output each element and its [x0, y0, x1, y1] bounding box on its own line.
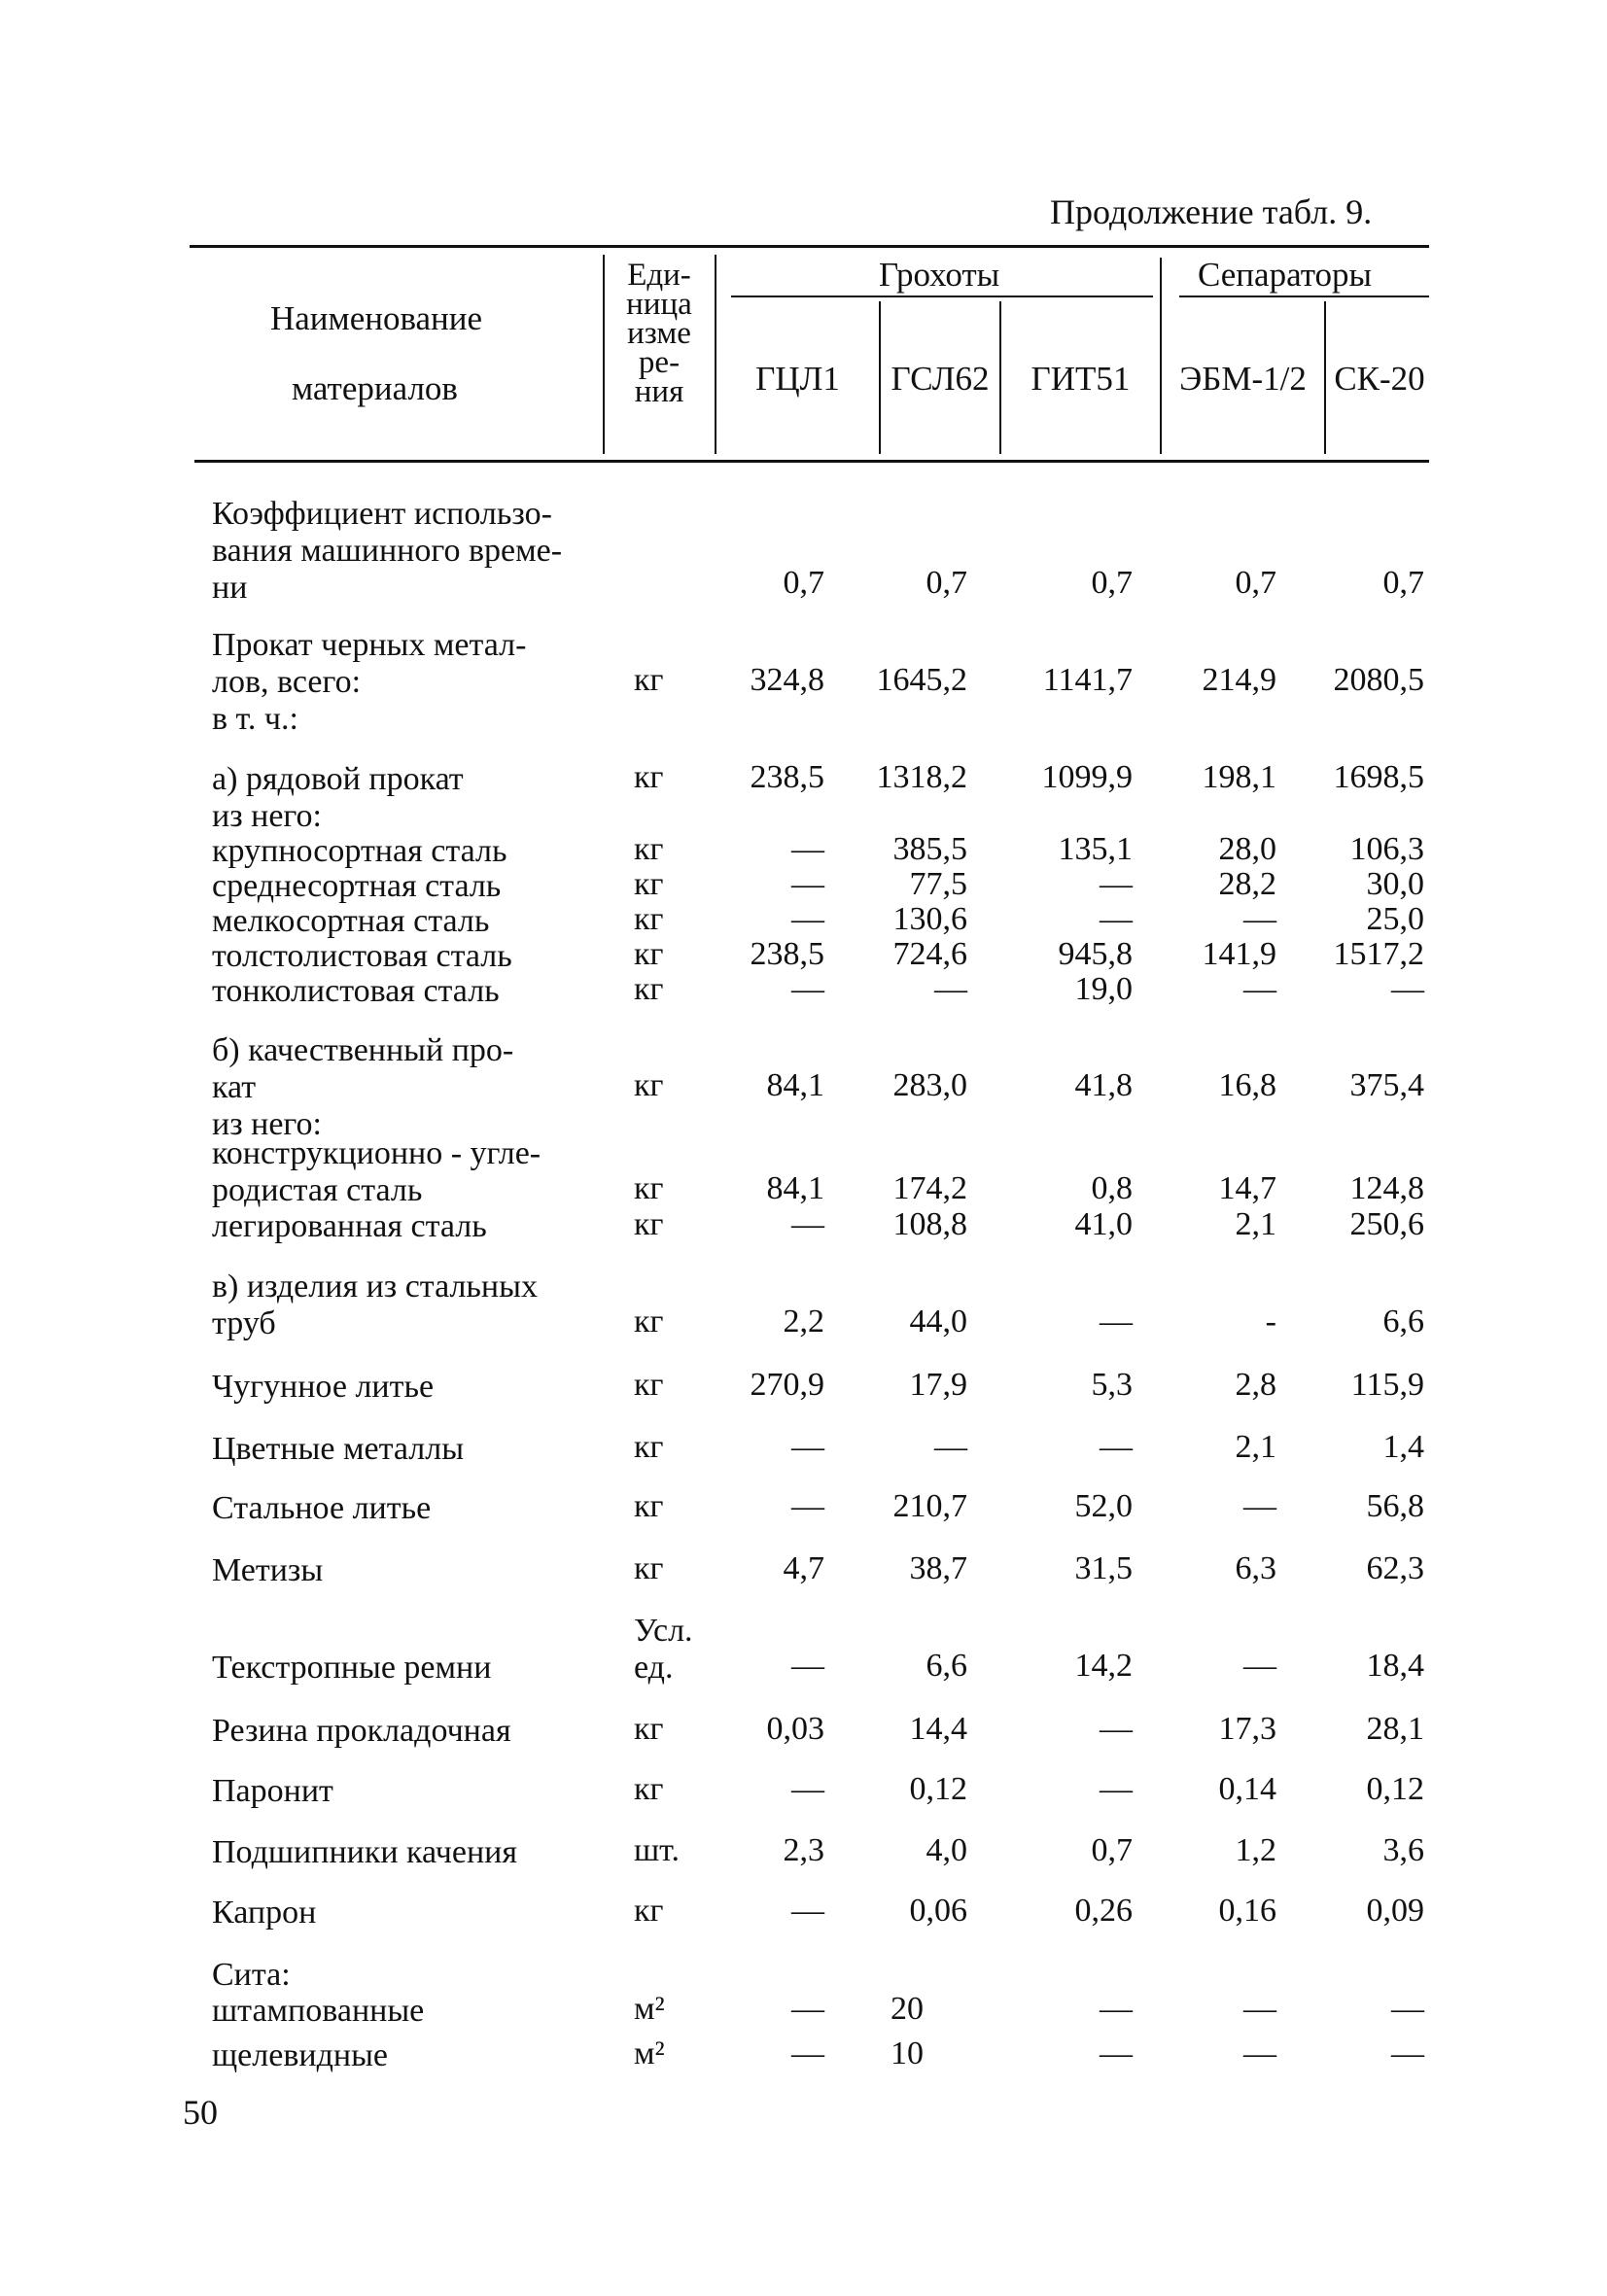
row-value: 84,1 — [766, 1170, 824, 1206]
row-value: 38,7 — [909, 1550, 967, 1586]
header-divider-groups — [1160, 258, 1162, 454]
row-value: — — [791, 2035, 824, 2071]
row-value: 2,8 — [1235, 1367, 1276, 1403]
row-value: 0,7 — [926, 565, 967, 601]
row-name: штампованные — [212, 1993, 425, 2029]
row-value: 214,9 — [1202, 662, 1276, 698]
row-value: — — [791, 866, 824, 902]
row-value: 1099,9 — [1041, 759, 1133, 795]
row-value: 0,7 — [783, 565, 824, 601]
row-value: — — [934, 1429, 967, 1465]
row-value: 1141,7 — [1042, 662, 1133, 698]
row-value: 14,4 — [909, 1711, 967, 1747]
row-value: — — [791, 1771, 824, 1807]
row-value: 124,8 — [1349, 1170, 1424, 1206]
header-name-line2: материалов — [292, 369, 458, 407]
row-value: 2,3 — [783, 1832, 824, 1868]
row-value: — — [1100, 1304, 1133, 1339]
row-value: — — [791, 1429, 824, 1465]
row-name: в) изделия из стальных труб — [212, 1269, 538, 1341]
row-value: 5,3 — [1091, 1367, 1133, 1403]
row-name: Сита: — [212, 1957, 291, 1993]
row-value: 1698,5 — [1333, 759, 1424, 795]
row-value: 56,8 — [1366, 1488, 1424, 1524]
row-value: 1517,2 — [1333, 936, 1424, 972]
row-value: — — [791, 1648, 824, 1684]
row-unit: кг — [634, 662, 664, 698]
row-name: щелевидные — [212, 2037, 389, 2073]
row-value: 0,7 — [1235, 565, 1276, 601]
row-value: 724,6 — [892, 936, 967, 972]
row-unit: кг — [634, 1893, 664, 1929]
row-name: тонколистовая сталь — [212, 973, 500, 1009]
row-value: 945,8 — [1058, 936, 1133, 972]
row-value: — — [1100, 1711, 1133, 1747]
row-name: Подшипники качения — [212, 1834, 518, 1870]
row-value: 2080,5 — [1333, 662, 1424, 698]
row-unit: кг — [634, 1771, 664, 1807]
row-name: Цветные металлы — [212, 1431, 465, 1467]
row-value: 174,2 — [892, 1170, 967, 1206]
row-value: — — [791, 1206, 824, 1242]
row-value: 16,8 — [1218, 1067, 1276, 1103]
row-value: 3,6 — [1382, 1832, 1424, 1868]
row-name: Стальное литье — [212, 1490, 432, 1526]
row-value: 135,1 — [1058, 831, 1133, 867]
row-value: 20 — [891, 1991, 924, 2027]
row-value: 115,9 — [1350, 1367, 1424, 1403]
row-name: конструкционно - угле- родистая сталь — [212, 1135, 541, 1208]
row-unit: кг — [634, 1170, 664, 1206]
row-value: 238,5 — [750, 936, 824, 972]
header-unit — [605, 258, 714, 409]
row-value: 84,1 — [766, 1067, 824, 1103]
row-value: 385,5 — [892, 831, 967, 867]
row-unit: кг — [634, 1488, 664, 1524]
row-value: 18,4 — [1366, 1648, 1424, 1684]
column-header-ebm: ЭБМ-1/2 — [1179, 360, 1307, 398]
row-value: 17,3 — [1218, 1711, 1276, 1747]
row-value: 1,4 — [1382, 1429, 1424, 1465]
row-value: — — [791, 901, 824, 937]
row-value: — — [1100, 1991, 1133, 2027]
row-value: 6,6 — [926, 1648, 967, 1684]
row-value: — — [1243, 1488, 1276, 1524]
row-value: — — [1243, 971, 1276, 1007]
row-value: 17,9 — [909, 1367, 967, 1403]
row-unit: кг — [634, 971, 664, 1007]
row-value: 4,0 — [926, 1832, 967, 1868]
row-unit: шт. — [634, 1832, 680, 1868]
row-unit: кг — [634, 831, 664, 867]
row-value: 141,9 — [1202, 936, 1276, 972]
row-value: — — [791, 1893, 824, 1929]
row-value: 30,0 — [1366, 866, 1424, 902]
row-value: 41,0 — [1074, 1206, 1133, 1242]
row-value: 270,9 — [750, 1367, 824, 1403]
row-unit: Усл. ед. — [634, 1613, 693, 1686]
row-value: — — [1243, 1648, 1276, 1684]
row-value: 28,2 — [1218, 866, 1276, 902]
row-value: 0,06 — [909, 1893, 967, 1929]
header-group-grokhoty: Грохоты — [879, 256, 1000, 294]
row-value: 28,1 — [1366, 1711, 1424, 1747]
row-value: 283,0 — [892, 1067, 967, 1103]
row-value: 1318,2 — [876, 759, 967, 795]
row-unit: кг — [634, 901, 664, 937]
header-name-line1: Наименование — [270, 299, 483, 337]
row-unit: м² — [634, 1991, 665, 2027]
row-name: среднесортная сталь — [212, 868, 502, 904]
row-value: — — [1100, 1771, 1133, 1807]
row-value: — — [791, 1991, 824, 2027]
row-unit: кг — [634, 1067, 664, 1103]
separatory-group-rule — [1179, 296, 1429, 297]
row-name: а) рядовой прокат из него: — [212, 761, 464, 834]
row-name: Метизы — [212, 1552, 324, 1588]
row-value: — — [1391, 2035, 1424, 2071]
row-value: 324,8 — [750, 662, 824, 698]
row-value: 0,7 — [1091, 1832, 1133, 1868]
row-name: толстолистовая сталь — [212, 938, 512, 974]
row-value: 0,16 — [1218, 1893, 1276, 1929]
header-unit-line: изме — [627, 316, 691, 351]
row-value: 0,26 — [1074, 1893, 1133, 1929]
row-value: — — [1100, 901, 1133, 937]
header-divider-unit-group — [715, 255, 716, 454]
row-unit: м² — [634, 2035, 665, 2071]
row-value: 198,1 — [1202, 759, 1276, 795]
table-caption: Продолжение табл. 9. — [1050, 192, 1373, 231]
column-header-git51: ГИТ51 — [1031, 360, 1131, 398]
row-value: — — [1100, 1429, 1133, 1465]
row-value: 0,09 — [1366, 1893, 1424, 1929]
row-value: 31,5 — [1074, 1550, 1133, 1586]
row-value: 44,0 — [909, 1304, 967, 1339]
grokhoty-group-rule — [731, 296, 1153, 297]
row-value: 210,7 — [892, 1488, 967, 1524]
column-header-gsl62: ГСЛ62 — [891, 360, 990, 398]
row-unit: кг — [634, 759, 664, 795]
row-value: 250,6 — [1349, 1206, 1424, 1242]
row-value: 2,2 — [783, 1304, 824, 1339]
row-value: 130,6 — [892, 901, 967, 937]
row-value: — — [1243, 2035, 1276, 2071]
row-name: мелкосортная сталь — [212, 903, 490, 939]
row-value: 2,1 — [1235, 1429, 1276, 1465]
row-name: крупносортная сталь — [212, 833, 507, 869]
row-value: 2,1 — [1235, 1206, 1276, 1242]
row-name: Чугунное литье — [212, 1369, 435, 1405]
row-value: — — [934, 971, 967, 1007]
row-name: Резина прокладочная — [212, 1713, 511, 1749]
row-unit: кг — [634, 1429, 664, 1465]
row-value: — — [791, 1488, 824, 1524]
column-header-gcl1: ГЦЛ1 — [755, 360, 840, 398]
row-value: — — [791, 971, 824, 1007]
row-value: 77,5 — [909, 866, 967, 902]
row-value: 4,7 — [783, 1550, 824, 1586]
row-value: — — [791, 831, 824, 867]
row-value: — — [1391, 1991, 1424, 2027]
row-name: легированная сталь — [212, 1208, 487, 1244]
header-unit-line: ния — [634, 374, 684, 409]
row-value: — — [1100, 866, 1133, 902]
row-value: 375,4 — [1349, 1067, 1424, 1103]
row-value: 0,7 — [1382, 565, 1424, 601]
row-unit: кг — [634, 1206, 664, 1242]
row-value: 0,8 — [1091, 1170, 1133, 1206]
header-bottom-rule — [194, 460, 1429, 463]
row-value: 1,2 — [1235, 1832, 1276, 1868]
row-value: 19,0 — [1074, 971, 1133, 1007]
row-unit: кг — [634, 1304, 664, 1339]
row-name: Капрон — [212, 1895, 317, 1931]
row-name: Коэффициент использо- вания машинного време- ни — [212, 496, 563, 606]
row-unit: кг — [634, 936, 664, 972]
row-value: 14,2 — [1074, 1648, 1133, 1684]
row-value: 0,14 — [1218, 1771, 1276, 1807]
row-value: 0,7 — [1091, 565, 1133, 601]
row-value: 238,5 — [750, 759, 824, 795]
row-name: Паронит — [212, 1773, 333, 1809]
row-value: 41,8 — [1074, 1067, 1133, 1103]
row-name: Прокат черных метал- лов, всего: в т. ч.: — [212, 627, 527, 737]
row-unit: кг — [634, 866, 664, 902]
row-value: 28,0 — [1218, 831, 1276, 867]
row-value: 0,03 — [766, 1711, 824, 1747]
row-value: 6,3 — [1235, 1550, 1276, 1586]
page-number: 50 — [183, 2093, 218, 2132]
column-header-sk20: СК-20 — [1334, 360, 1425, 398]
row-value: 25,0 — [1366, 901, 1424, 937]
header-unit-line: ре- — [638, 345, 681, 380]
row-value: 106,3 — [1349, 831, 1424, 867]
row-name: б) качественный про- кат из него: — [212, 1032, 514, 1142]
row-name: Текстропные ремни — [212, 1650, 492, 1686]
header-unit-line: Еди- — [627, 258, 691, 293]
row-value: 1645,2 — [876, 662, 967, 698]
row-value: — — [1243, 1991, 1276, 2027]
row-value: 10 — [891, 2035, 924, 2071]
row-value: 0,12 — [1366, 1771, 1424, 1807]
header-unit-line: ница — [626, 287, 692, 322]
row-value: - — [1265, 1304, 1276, 1339]
row-value: — — [1243, 901, 1276, 937]
row-value: 0,12 — [909, 1771, 967, 1807]
row-value: 52,0 — [1074, 1488, 1133, 1524]
row-value: 62,3 — [1366, 1550, 1424, 1586]
row-value: — — [1100, 2035, 1133, 2071]
row-unit: кг — [634, 1367, 664, 1403]
header-group-separatory: Сепараторы — [1198, 256, 1373, 294]
row-unit: кг — [634, 1550, 664, 1586]
row-unit: кг — [634, 1711, 664, 1747]
row-value: — — [1391, 971, 1424, 1007]
row-value: 14,7 — [1218, 1170, 1276, 1206]
row-value: 6,6 — [1382, 1304, 1424, 1339]
row-value: 108,8 — [892, 1206, 967, 1242]
table-top-rule — [190, 245, 1429, 248]
